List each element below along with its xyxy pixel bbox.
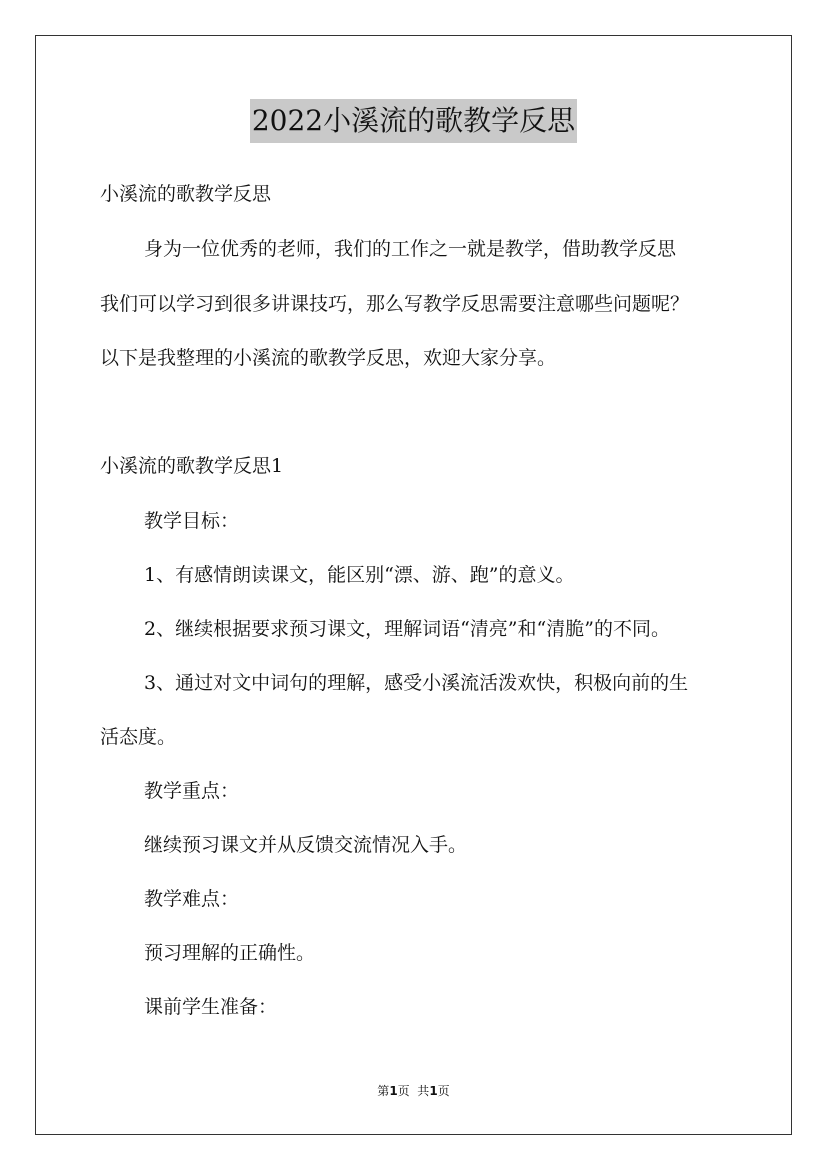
key-point-text: 继续预习课文并从反馈交流情况入手。 xyxy=(144,834,468,856)
footer-page-current: 1 xyxy=(389,1084,398,1098)
difficulty-text: 预习理解的正确性。 xyxy=(144,942,316,964)
title-container xyxy=(0,99,827,143)
goal-3-line-2: 活态度。 xyxy=(100,726,177,748)
footer-page-prefix: 第 xyxy=(377,1084,390,1098)
subtitle: 小溪流的歌教学反思 xyxy=(100,183,272,205)
footer-page-mid: 页 共 xyxy=(397,1084,430,1098)
goal-2: 2、继续根据要求预习课文，理解词语“清亮”和“清脆”的不同。 xyxy=(144,618,670,640)
document-title: 2022小溪流的歌教学反思 xyxy=(250,99,577,143)
page-footer xyxy=(0,1083,827,1099)
intro-line-2: 我们可以学习到很多讲课技巧，那么写教学反思需要注意哪些问题呢？ xyxy=(100,293,690,315)
goal-1: 1、有感情朗读课文，能区别“漂、游、跑”的意义。 xyxy=(144,564,575,586)
key-point-label: 教学重点： xyxy=(144,780,240,802)
difficulty-label: 教学难点： xyxy=(144,888,240,910)
intro-line-1: 身为一位优秀的老师，我们的工作之一就是教学，借助教学反思 xyxy=(144,238,677,260)
prep-label: 课前学生准备： xyxy=(144,996,278,1018)
section-heading: 小溪流的歌教学反思1 xyxy=(100,455,284,477)
footer-page-total: 1 xyxy=(429,1084,438,1098)
goal-3-line-1: 3、通过对文中词句的理解，感受小溪流活泼欢快，积极向前的生 xyxy=(144,672,689,694)
footer-page-suffix: 页 xyxy=(437,1084,450,1098)
goals-label: 教学目标： xyxy=(144,510,240,532)
intro-line-3: 以下是我整理的小溪流的歌教学反思，欢迎大家分享。 xyxy=(100,347,557,369)
